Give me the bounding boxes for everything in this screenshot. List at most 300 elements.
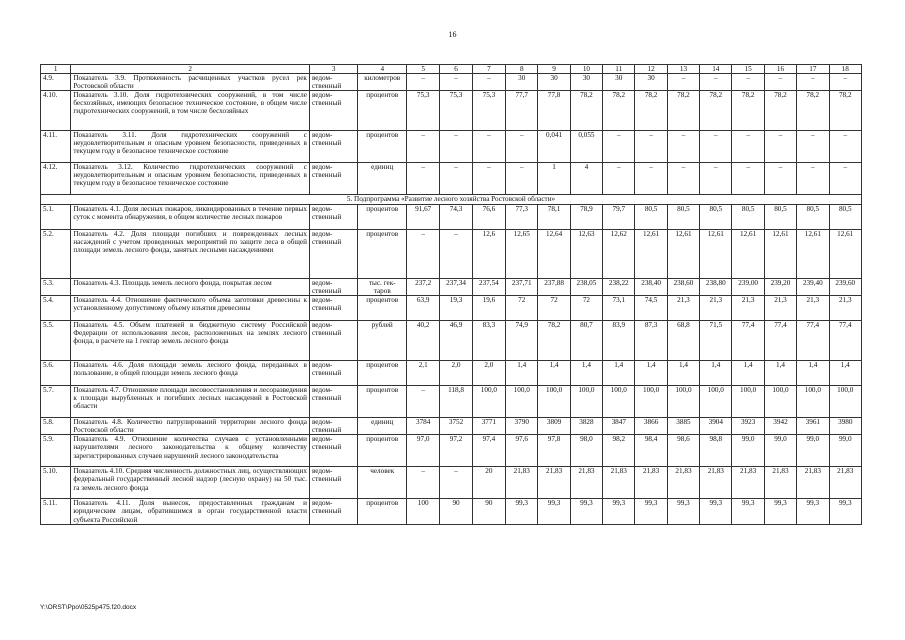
source-cell: ведом-ственный: [309, 499, 358, 524]
value-cell: 238,05: [570, 279, 602, 296]
value-cell: 3942: [764, 418, 796, 435]
value-cell: –: [700, 131, 732, 163]
table-row: [41, 279, 862, 296]
value-cell: 100,0: [732, 386, 764, 418]
value-cell: 78,2: [603, 91, 635, 131]
value-cell: 239,40: [797, 279, 829, 296]
value-cell: –: [764, 131, 796, 163]
value-cell: 1,4: [635, 361, 667, 386]
row-number: 5.5.: [41, 321, 71, 361]
column-header: 15: [732, 65, 764, 74]
value-cell: 98,6: [667, 435, 699, 467]
unit-cell: процентов: [358, 435, 407, 467]
value-cell: 12,61: [732, 230, 764, 279]
value-cell: –: [407, 131, 440, 163]
value-cell: –: [732, 74, 764, 91]
indicator-name: Показатель 3.12. Количество гидротехнических сооружений с неудовлетворительным и опасным уровнем безопасности, приведенных в текущем году в безопасное техническое состояние: [71, 163, 310, 195]
indicator-name: Показатель 3.9. Протяженность расчищенных участков русел рек Ростовской области: [71, 74, 310, 91]
value-cell: 77,4: [829, 321, 862, 361]
value-cell: 100,0: [472, 386, 505, 418]
value-cell: 71,5: [700, 321, 732, 361]
value-cell: 30: [603, 74, 635, 91]
value-cell: 99,0: [732, 435, 764, 467]
value-cell: 78,2: [764, 91, 796, 131]
row-number: 4.10.: [41, 91, 71, 131]
value-cell: 100: [407, 499, 440, 524]
value-cell: 3847: [603, 418, 635, 435]
source-cell: ведом-ственный: [309, 386, 358, 418]
value-cell: 74,5: [635, 296, 667, 321]
value-cell: 12,6: [472, 230, 505, 279]
value-cell: 78,2: [797, 91, 829, 131]
value-cell: –: [797, 163, 829, 195]
value-cell: 97,4: [472, 435, 505, 467]
value-cell: 99,3: [667, 499, 699, 524]
indicator-name: Показатель 4.6. Доля площади земель лесного фонда, переданных в пользование, в общей площади земель лесного фонда: [71, 361, 310, 386]
value-cell: 72: [506, 296, 538, 321]
value-cell: 21,83: [506, 467, 538, 499]
value-cell: 78,2: [635, 91, 667, 131]
source-cell: ведом-ственный: [309, 321, 358, 361]
value-cell: 12,61: [667, 230, 699, 279]
value-cell: 19,6: [472, 296, 505, 321]
value-cell: 91,67: [407, 205, 440, 230]
value-cell: 239,20: [764, 279, 796, 296]
value-cell: 99,3: [506, 499, 538, 524]
value-cell: 21,83: [764, 467, 796, 499]
indicator-name: Показатель 3.10. Доля гидротехнических сооружений, в том числе бесхозяйных, имеющих безопасное техническое состояние, в общем числе гидротехнических сооружений, в том числе бесхозяйных: [71, 91, 310, 131]
file-path-footer: Y:\ORST\Ppo\0525p475.f20.docx: [40, 604, 137, 611]
source-cell: ведом-ственный: [309, 205, 358, 230]
unit-cell: единиц: [358, 418, 407, 435]
value-cell: 100,0: [700, 386, 732, 418]
source-cell: ведом-ственный: [309, 418, 358, 435]
value-cell: –: [797, 131, 829, 163]
value-cell: 77,4: [764, 321, 796, 361]
row-number: 5.4.: [41, 296, 71, 321]
unit-cell: процентов: [358, 361, 407, 386]
source-cell: ведом-ственный: [309, 296, 358, 321]
value-cell: 237,34: [440, 279, 472, 296]
indicator-name: Показатель 3.11. Доля гидротехнических сооружений с неудовлетворительным и опасным уровнем безопасности, приведенных в текущем году в безопасное техническое состояние: [71, 131, 310, 163]
value-cell: 0,041: [538, 131, 570, 163]
value-cell: 237,54: [472, 279, 505, 296]
table-row: [41, 163, 862, 195]
table-row: [41, 467, 862, 499]
column-header: 16: [764, 65, 796, 74]
value-cell: –: [407, 230, 440, 279]
value-cell: 80,5: [829, 205, 862, 230]
value-cell: 3809: [538, 418, 570, 435]
column-header: 11: [603, 65, 635, 74]
source-cell: ведом-ственный: [309, 163, 358, 195]
section-title: 5. Подпрограмма «Развитие лесного хозяйства Ростовской области»: [41, 195, 862, 205]
value-cell: –: [506, 131, 538, 163]
row-number: 5.7.: [41, 386, 71, 418]
value-cell: 100,0: [635, 386, 667, 418]
value-cell: 20: [472, 467, 505, 499]
unit-cell: процентов: [358, 131, 407, 163]
value-cell: 21,83: [667, 467, 699, 499]
value-cell: 2,0: [472, 361, 505, 386]
value-cell: 83,3: [472, 321, 505, 361]
row-number: 4.12.: [41, 163, 71, 195]
value-cell: –: [764, 74, 796, 91]
column-header: 12: [635, 65, 667, 74]
row-number: 5.9.: [41, 435, 71, 467]
value-cell: 76,6: [472, 205, 505, 230]
value-cell: –: [440, 163, 472, 195]
value-cell: 98,0: [570, 435, 602, 467]
indicators-table: [40, 64, 862, 525]
value-cell: 77,4: [732, 321, 764, 361]
value-cell: 3790: [506, 418, 538, 435]
value-cell: –: [700, 74, 732, 91]
indicator-name: Показатель 4.11. Доля вынесок, предоставленных гражданам и юридическим лицам, обратившимся в орган государственной власти субъекта Российской: [71, 499, 310, 524]
value-cell: 12,61: [797, 230, 829, 279]
value-cell: 83,9: [603, 321, 635, 361]
value-cell: 12,65: [506, 230, 538, 279]
indicator-name: Показатель 4.3. Площадь земель лесного фонда, покрытая лесом: [71, 279, 310, 296]
value-cell: 78,9: [570, 205, 602, 230]
value-cell: –: [472, 163, 505, 195]
value-cell: –: [732, 163, 764, 195]
row-number: 4.11.: [41, 131, 71, 163]
value-cell: 78,2: [700, 91, 732, 131]
unit-cell: процентов: [358, 386, 407, 418]
value-cell: 3904: [700, 418, 732, 435]
value-cell: 80,5: [764, 205, 796, 230]
value-cell: 73,1: [603, 296, 635, 321]
value-cell: 1,4: [764, 361, 796, 386]
value-cell: –: [603, 131, 635, 163]
value-cell: 1,4: [667, 361, 699, 386]
page-number: 16: [448, 30, 457, 39]
value-cell: –: [472, 131, 505, 163]
value-cell: 99,0: [797, 435, 829, 467]
column-header: 7: [472, 65, 505, 74]
column-header: 4: [358, 65, 407, 74]
value-cell: 99,3: [732, 499, 764, 524]
value-cell: –: [700, 163, 732, 195]
value-cell: 239,60: [829, 279, 862, 296]
source-cell: ведом-ственный: [309, 91, 358, 131]
unit-cell: процентов: [358, 91, 407, 131]
value-cell: –: [667, 74, 699, 91]
value-cell: 1,4: [506, 361, 538, 386]
value-cell: 100,0: [764, 386, 796, 418]
table-row: [41, 91, 862, 131]
value-cell: 87,3: [635, 321, 667, 361]
value-cell: 97,2: [440, 435, 472, 467]
indicator-name: Показатель 4.8. Количество патрулирований территории лесного фонда Ростовской области: [71, 418, 310, 435]
value-cell: 100,0: [797, 386, 829, 418]
value-cell: 21,83: [538, 467, 570, 499]
table-row: [41, 230, 862, 279]
unit-cell: процентов: [358, 296, 407, 321]
value-cell: 21,83: [732, 467, 764, 499]
table-row: [41, 418, 862, 435]
value-cell: –: [829, 131, 862, 163]
value-cell: –: [407, 467, 440, 499]
value-cell: 99,3: [764, 499, 796, 524]
value-cell: 21,3: [700, 296, 732, 321]
unit-cell: единиц: [358, 163, 407, 195]
column-header: 5: [407, 65, 440, 74]
value-cell: 90: [472, 499, 505, 524]
value-cell: 77,3: [506, 205, 538, 230]
value-cell: –: [472, 74, 505, 91]
value-cell: 97,6: [506, 435, 538, 467]
column-header: 18: [829, 65, 862, 74]
value-cell: 12,63: [570, 230, 602, 279]
unit-cell: процентов: [358, 205, 407, 230]
source-cell: ведом-ственный: [309, 131, 358, 163]
value-cell: –: [440, 131, 472, 163]
value-cell: 21,3: [829, 296, 862, 321]
value-cell: 1,4: [797, 361, 829, 386]
value-cell: 12,61: [829, 230, 862, 279]
value-cell: 3923: [732, 418, 764, 435]
value-cell: –: [407, 163, 440, 195]
value-cell: 118,8: [440, 386, 472, 418]
value-cell: 100,0: [538, 386, 570, 418]
value-cell: 79,7: [603, 205, 635, 230]
indicator-name: Показатель 4.10. Средняя численность должностных лиц, осуществляющих федеральный государственный лесной надзор (лесную охрану) на 50 тыс. га земель лесного фонда: [71, 467, 310, 499]
source-cell: ведом-ственный: [309, 74, 358, 91]
row-number: 5.6.: [41, 361, 71, 386]
value-cell: 77,8: [538, 91, 570, 131]
value-cell: 12,62: [603, 230, 635, 279]
value-cell: 97,8: [538, 435, 570, 467]
value-cell: 237,71: [506, 279, 538, 296]
value-cell: 0,055: [570, 131, 602, 163]
row-number: 4.9.: [41, 74, 71, 91]
value-cell: 238,60: [667, 279, 699, 296]
value-cell: 75,3: [407, 91, 440, 131]
value-cell: 90: [440, 499, 472, 524]
value-cell: 99,3: [603, 499, 635, 524]
value-cell: 100,0: [570, 386, 602, 418]
value-cell: –: [667, 163, 699, 195]
value-cell: 99,0: [764, 435, 796, 467]
value-cell: 3771: [472, 418, 505, 435]
value-cell: 80,5: [732, 205, 764, 230]
value-cell: 78,1: [538, 205, 570, 230]
section-row: [41, 195, 862, 205]
column-header: 6: [440, 65, 472, 74]
value-cell: 2,1: [407, 361, 440, 386]
unit-cell: процентов: [358, 499, 407, 524]
value-cell: 21,3: [732, 296, 764, 321]
table-row: [41, 74, 862, 91]
table-row: [41, 386, 862, 418]
value-cell: –: [635, 131, 667, 163]
indicator-name: Показатель 4.2. Доля площади погибших и поврежденных лесных насаждений с учетом проведенных мероприятий по защите леса в общей площади земель лесного фонда, занятых лесными насаждениями: [71, 230, 310, 279]
value-cell: 1,4: [829, 361, 862, 386]
value-cell: 98,4: [635, 435, 667, 467]
unit-cell: тыс. гек-таров: [358, 279, 407, 296]
value-cell: 21,83: [829, 467, 862, 499]
value-cell: 78,2: [829, 91, 862, 131]
unit-cell: процентов: [358, 230, 407, 279]
value-cell: 12,64: [538, 230, 570, 279]
value-cell: –: [797, 74, 829, 91]
value-cell: 75,3: [440, 91, 472, 131]
value-cell: 100,0: [829, 386, 862, 418]
value-cell: –: [440, 74, 472, 91]
value-cell: 99,0: [829, 435, 862, 467]
value-cell: 21,83: [570, 467, 602, 499]
value-cell: 30: [635, 74, 667, 91]
table-row: [41, 499, 862, 524]
value-cell: 78,2: [538, 321, 570, 361]
unit-cell: километров: [358, 74, 407, 91]
source-cell: ведом-ственный: [309, 361, 358, 386]
value-cell: –: [732, 131, 764, 163]
value-cell: 238,40: [635, 279, 667, 296]
unit-cell: человек: [358, 467, 407, 499]
table-row: [41, 296, 862, 321]
column-header: 8: [506, 65, 538, 74]
header-row: [41, 65, 862, 74]
value-cell: 80,7: [570, 321, 602, 361]
row-number: 5.3.: [41, 279, 71, 296]
value-cell: 3885: [667, 418, 699, 435]
value-cell: 12,61: [635, 230, 667, 279]
value-cell: 21,3: [797, 296, 829, 321]
value-cell: 3828: [570, 418, 602, 435]
value-cell: –: [829, 74, 862, 91]
column-header: 3: [309, 65, 358, 74]
value-cell: –: [764, 163, 796, 195]
value-cell: –: [440, 467, 472, 499]
value-cell: 80,5: [700, 205, 732, 230]
value-cell: 1: [538, 163, 570, 195]
indicator-name: Показатель 4.7. Отношение площади лесовосстановления и лесоразведения к площади вырубленных и погибших лесных насаждений в Ростовской области: [71, 386, 310, 418]
value-cell: 238,22: [603, 279, 635, 296]
value-cell: 21,83: [603, 467, 635, 499]
value-cell: 2,0: [440, 361, 472, 386]
value-cell: 3866: [635, 418, 667, 435]
value-cell: 21,3: [764, 296, 796, 321]
table-row: [41, 131, 862, 163]
value-cell: 77,4: [797, 321, 829, 361]
row-number: 5.8.: [41, 418, 71, 435]
value-cell: 78,2: [570, 91, 602, 131]
value-cell: 30: [538, 74, 570, 91]
value-cell: 12,61: [764, 230, 796, 279]
value-cell: 1,4: [603, 361, 635, 386]
value-cell: 72: [570, 296, 602, 321]
value-cell: 100,0: [603, 386, 635, 418]
table-row: [41, 205, 862, 230]
value-cell: 21,83: [635, 467, 667, 499]
value-cell: 40,2: [407, 321, 440, 361]
indicator-name: Показатель 4.1. Доля лесных пожаров, ликвидированных в течение первых суток с момента обнаружения, в общем количестве лесных пожаров: [71, 205, 310, 230]
value-cell: 12,61: [700, 230, 732, 279]
value-cell: 99,3: [538, 499, 570, 524]
value-cell: 3961: [797, 418, 829, 435]
row-number: 5.1.: [41, 205, 71, 230]
column-header: 2: [71, 65, 310, 74]
value-cell: 97,0: [407, 435, 440, 467]
value-cell: 237,2: [407, 279, 440, 296]
table-row: [41, 435, 862, 467]
indicator-name: Показатель 4.9. Отношение количества случаев с установленными нарушителями лесного законодательства к общему количеству зарегистрированных случаев нарушений лесного законодательства: [71, 435, 310, 467]
value-cell: 21,3: [667, 296, 699, 321]
value-cell: 100,0: [667, 386, 699, 418]
value-cell: 99,3: [635, 499, 667, 524]
value-cell: 68,8: [667, 321, 699, 361]
value-cell: 21,83: [797, 467, 829, 499]
indicator-name: Показатель 4.5. Объем платежей в бюджетную систему Российской Федерации от использования лесов, расположенных на землях лесного фонда, в расчете на 1 гектар земель лесного фонда: [71, 321, 310, 361]
value-cell: –: [407, 386, 440, 418]
value-cell: 19,3: [440, 296, 472, 321]
value-cell: 99,3: [700, 499, 732, 524]
value-cell: 30: [506, 74, 538, 91]
value-cell: 3980: [829, 418, 862, 435]
column-header: 1: [41, 65, 71, 74]
value-cell: –: [407, 74, 440, 91]
value-cell: 1,4: [570, 361, 602, 386]
value-cell: 98,8: [700, 435, 732, 467]
value-cell: 1,4: [700, 361, 732, 386]
value-cell: –: [506, 163, 538, 195]
value-cell: –: [440, 230, 472, 279]
value-cell: 77,7: [506, 91, 538, 131]
value-cell: 75,3: [472, 91, 505, 131]
value-cell: 98,2: [603, 435, 635, 467]
value-cell: 46,9: [440, 321, 472, 361]
source-cell: ведом-ственный: [309, 279, 358, 296]
value-cell: 30: [570, 74, 602, 91]
value-cell: –: [603, 163, 635, 195]
value-cell: 1,4: [538, 361, 570, 386]
value-cell: 4: [570, 163, 602, 195]
value-cell: 63,9: [407, 296, 440, 321]
value-cell: 237,88: [538, 279, 570, 296]
table-row: [41, 321, 862, 361]
value-cell: –: [829, 163, 862, 195]
column-header: 9: [538, 65, 570, 74]
column-header: 17: [797, 65, 829, 74]
value-cell: 80,5: [797, 205, 829, 230]
value-cell: 100,0: [506, 386, 538, 418]
row-number: 5.2.: [41, 230, 71, 279]
column-header: 14: [700, 65, 732, 74]
value-cell: –: [667, 131, 699, 163]
value-cell: 239,00: [732, 279, 764, 296]
row-number: 5.11.: [41, 499, 71, 524]
value-cell: 78,2: [667, 91, 699, 131]
value-cell: 1,4: [732, 361, 764, 386]
value-cell: 99,3: [570, 499, 602, 524]
indicator-name: Показатель 4.4. Отношение фактического объема заготовки древесины к установленному допустимому объему изъятия древесины: [71, 296, 310, 321]
value-cell: 80,5: [667, 205, 699, 230]
source-cell: ведом-ственный: [309, 467, 358, 499]
row-number: 5.10.: [41, 467, 71, 499]
value-cell: 99,3: [797, 499, 829, 524]
source-cell: ведом-ственный: [309, 230, 358, 279]
value-cell: 99,3: [829, 499, 862, 524]
table-row: [41, 361, 862, 386]
value-cell: 74,9: [506, 321, 538, 361]
column-header: 13: [667, 65, 699, 74]
value-cell: 72: [538, 296, 570, 321]
value-cell: 3784: [407, 418, 440, 435]
value-cell: 78,2: [732, 91, 764, 131]
